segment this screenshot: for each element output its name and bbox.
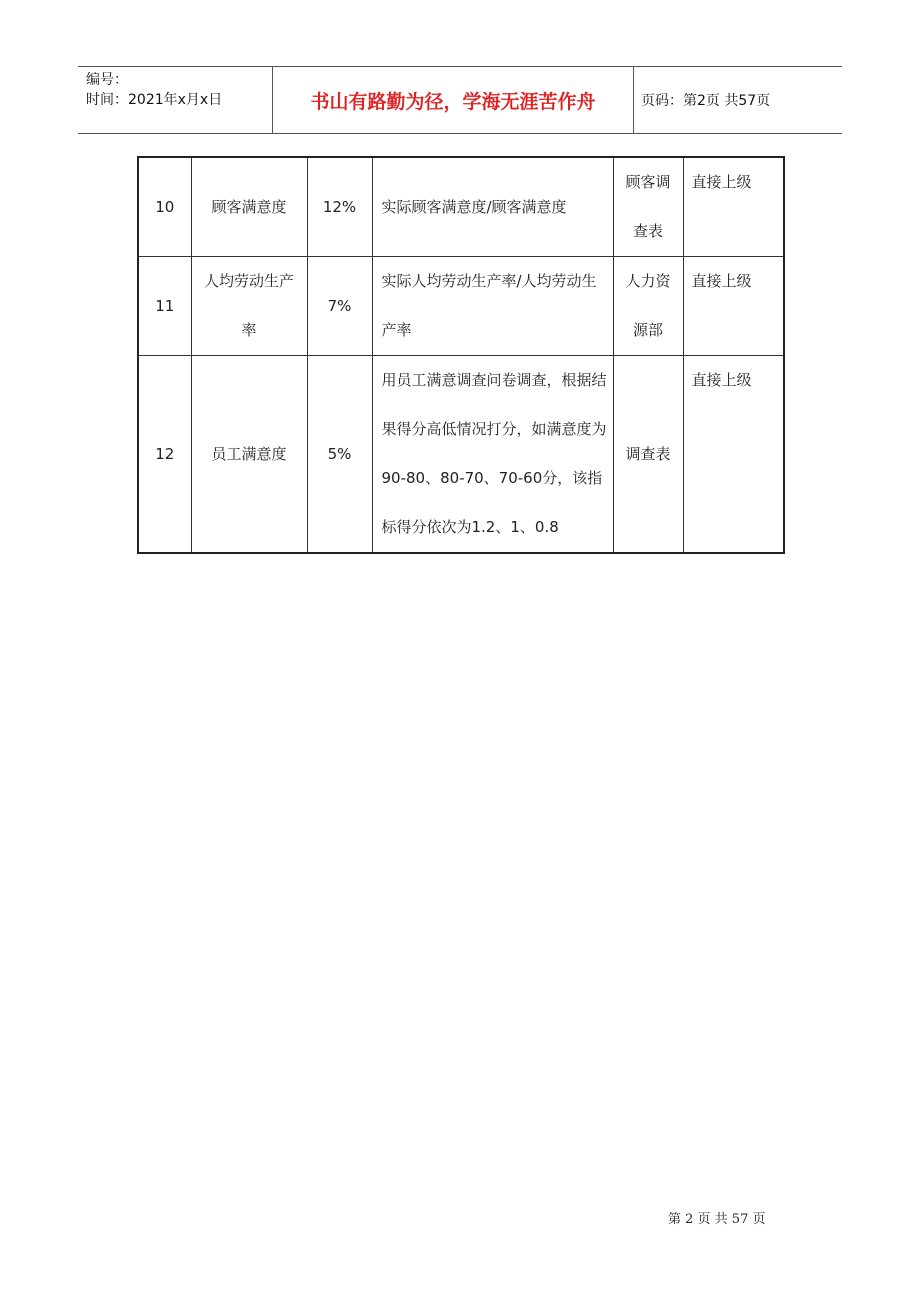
header-divider [633, 67, 634, 133]
evaluator: 直接上级 [683, 157, 784, 257]
page-footer: 第 2 页 共 57 页 [668, 1212, 766, 1227]
kpi-table [137, 156, 785, 554]
indicator-formula: 实际人均劳动生产率/人均劳动生产率 [372, 257, 613, 356]
document-time-label: 时间：2021年x月x日 [86, 92, 223, 108]
table-row [138, 157, 784, 257]
data-source: 调查表 [613, 356, 683, 554]
document-number-label: 编号： [86, 72, 128, 88]
table-row [138, 257, 784, 356]
data-source: 顾客调查表 [613, 157, 683, 257]
header-page-label: 页码：第2页 共57页 [641, 93, 771, 109]
row-index: 11 [138, 257, 191, 356]
indicator-weight: 7% [307, 257, 372, 356]
indicator-weight: 12% [307, 157, 372, 257]
table-row [138, 356, 784, 554]
row-index: 12 [138, 356, 191, 554]
header-motto: 书山有路勤为径，学海无涯苦作舟 [310, 90, 596, 113]
indicator-name: 顾客满意度 [191, 157, 307, 257]
evaluator: 直接上级 [683, 257, 784, 356]
indicator-formula: 实际顾客满意度/顾客满意度 [372, 157, 613, 257]
indicator-name: 人均劳动生产率 [191, 257, 307, 356]
indicator-name: 员工满意度 [191, 356, 307, 554]
indicator-weight: 5% [307, 356, 372, 554]
evaluator: 直接上级 [683, 356, 784, 554]
page-header [78, 66, 842, 134]
indicator-formula: 用员工满意调查问卷调查，根据结果得分高低情况打分，如满意度为90-80、80-70、70-60分，该指标得分依次为1.2、1、0.8 [372, 356, 613, 554]
row-index: 10 [138, 157, 191, 257]
header-meta [86, 67, 272, 133]
data-source: 人力资源部 [613, 257, 683, 356]
